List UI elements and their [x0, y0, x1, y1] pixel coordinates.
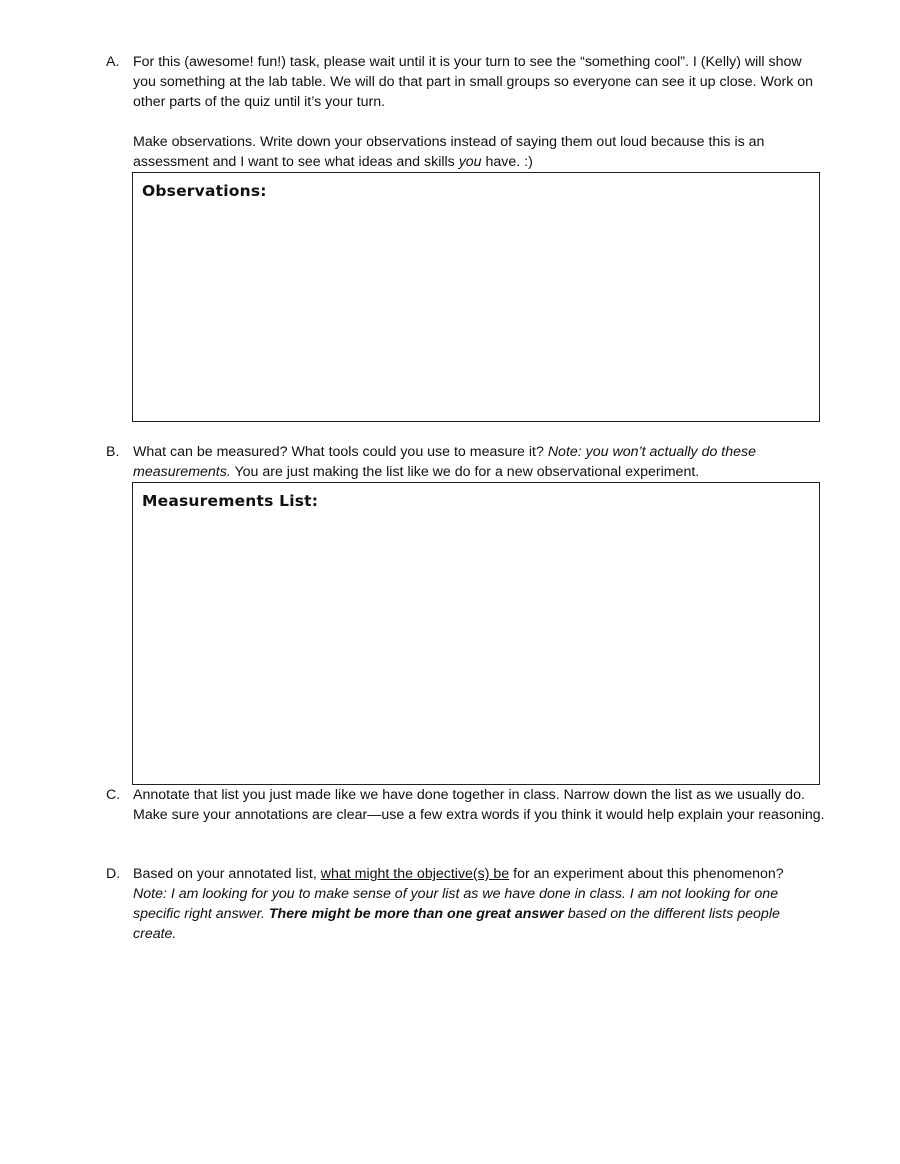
question-b-text-end: You are just making the list like we do for a new observational experiment. [230, 464, 700, 480]
question-c [106, 785, 826, 825]
question-c-letter: C. [106, 787, 121, 803]
question-b-letter: B. [106, 444, 120, 460]
question-d-text-mid: for an experiment about this phenomenon? [509, 866, 784, 882]
question-a-instructions-emphasis: you [458, 154, 482, 170]
question-d-text [133, 864, 826, 944]
question-d-note-start: Note: I am looking for you to make sense of your list as we have done in class. I am not looking for one specific right answer. [133, 886, 779, 922]
question-a-instructions-end: have. :) [481, 154, 533, 170]
question-a-instructions-start: Make observations. Write down your observations instead of saying them out loud because this is an assessment and I want to see what ideas and skills [133, 134, 765, 170]
measurements-answer-box[interactable] [132, 482, 820, 785]
question-a-letter: A. [106, 54, 120, 70]
question-a-intro: For this (awesome! fun!) task, please wait until it is your turn to see the “something cool”. I (Kelly) will show you something at the lab table. We will do that part in small groups so everyone can see it up close. Work on other parts of the quiz until it’s your turn. [133, 54, 814, 110]
question-c-text: Annotate that list you just made like we have done together in class. Narrow down the list as we usually do. Make sure your annotations are clear—use a few extra words if you think it would help explain your reasoning. [133, 787, 825, 823]
question-d-note-bold: There might be more than one great answer [268, 906, 564, 922]
question-a [106, 52, 826, 172]
question-d-note-end: based on the different lists people create. [133, 906, 780, 942]
observations-label: Observations: [142, 182, 267, 200]
measurements-label: Measurements List: [142, 492, 319, 510]
question-d-text-start: Based on your annotated list, [133, 866, 321, 882]
question-b-text-start: What can be measured? What tools could you use to measure it? [133, 444, 548, 460]
question-d-underlined: what might the objective(s) be [320, 866, 510, 882]
question-b [106, 442, 826, 482]
question-b-note: Note: you won’t actually do these measurements. [133, 444, 757, 480]
question-d [106, 864, 826, 944]
observations-answer-box[interactable] [132, 172, 820, 422]
question-a-instructions [133, 132, 826, 172]
question-d-letter: D. [106, 866, 121, 882]
question-b-text [133, 442, 826, 482]
